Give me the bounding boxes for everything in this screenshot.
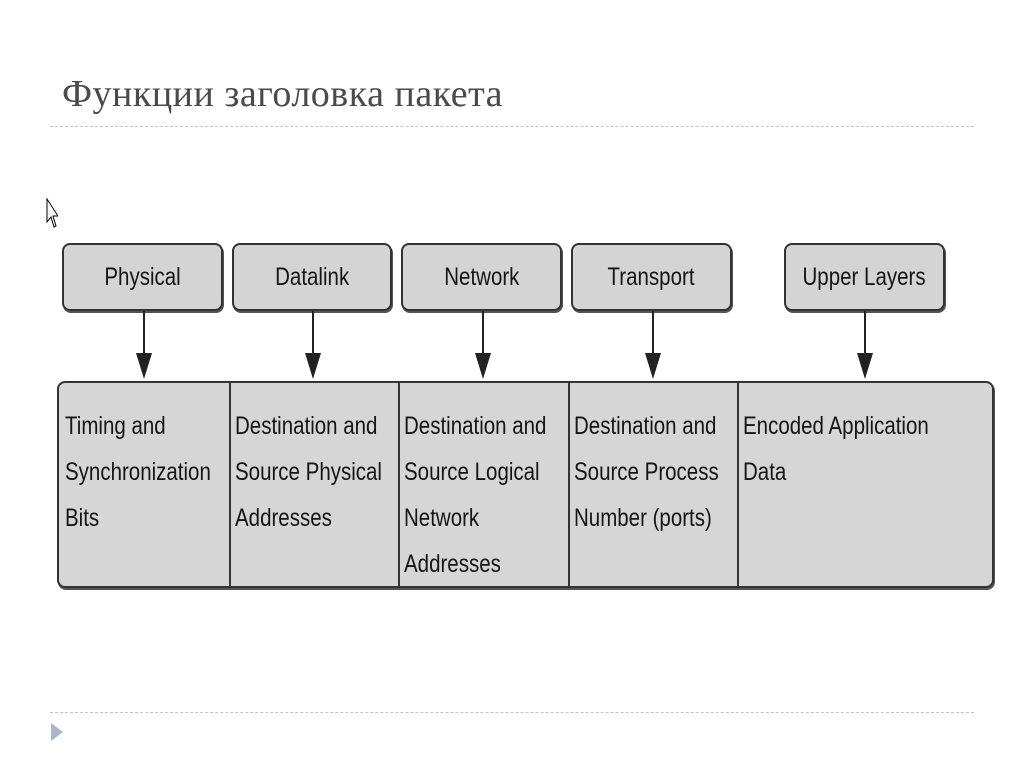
cell-divider xyxy=(229,383,231,586)
footer-divider xyxy=(50,712,974,713)
layer-label: Transport xyxy=(608,262,695,291)
cell-divider xyxy=(568,383,570,586)
cell-text-physical: Timing and Synchronization Bits xyxy=(65,412,211,532)
layer-box-upper-layers xyxy=(784,243,945,311)
cell-text-transport: Destination and Source Process Number (ports) xyxy=(574,412,719,532)
layer-box-physical xyxy=(62,243,223,311)
layer-label: Physical xyxy=(104,262,181,291)
slide-title: Функции заголовка пакета xyxy=(62,73,504,115)
cell-text-network: Destination and Source Logical Network Addresses xyxy=(404,412,547,578)
cell-divider xyxy=(398,383,400,586)
cell-divider xyxy=(737,383,739,586)
cell-text-datalink: Destination and Source Physical Addresses xyxy=(235,412,382,532)
layer-box-datalink xyxy=(232,243,392,311)
layer-label: Network xyxy=(443,262,520,291)
layer-box-network xyxy=(401,243,562,311)
layer-box-transport xyxy=(571,243,732,311)
packet-header-bar xyxy=(57,381,994,588)
layer-label: Datalink xyxy=(274,262,350,291)
cell-text-upper-layers: Encoded Application Data xyxy=(743,412,929,486)
slide-bullet-arrow-icon xyxy=(50,722,64,742)
layer-label: Upper Layers xyxy=(802,262,927,291)
